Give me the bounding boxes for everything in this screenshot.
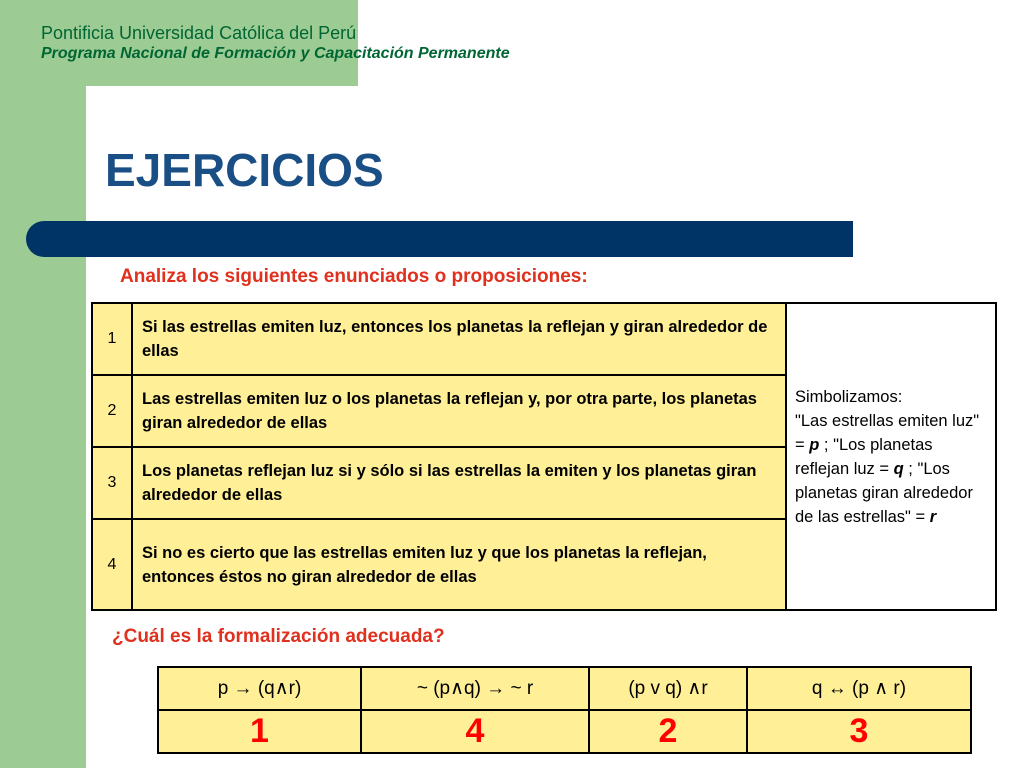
proposition-number: 1 [92, 303, 132, 375]
table-row [92, 303, 996, 375]
proposition-number: 2 [92, 375, 132, 447]
question-text: ¿Cuál es la formalización adecuada? [112, 626, 445, 647]
answer-row [158, 710, 971, 753]
formula-cell: p → (q∧r) [158, 667, 361, 710]
formula-cell: q ↔ (p ∧ r) [747, 667, 971, 710]
symbol-p: p [809, 435, 820, 454]
proposition-text: Las estrellas emiten luz o los planetas la reflejan y, por otra parte, los planetas giran alrededor de ellas [132, 375, 786, 447]
left-green-band [0, 0, 86, 768]
proposition-text: Si las estrellas emiten luz, entonces los planetas la reflejan y giran alrededor de ellas [132, 303, 786, 375]
formula-cell: ~ (p∧q) → ~ r [361, 667, 589, 710]
symbol-q: q [893, 459, 904, 478]
title-underline-bar [26, 221, 853, 257]
proposition-text: Los planetas reflejan luz si y sólo si las estrellas la emiten y los planetas giran alrededor de ellas [132, 447, 786, 519]
university-name: Pontificia Universidad Católica del Perú [41, 23, 357, 43]
symbol-def-r-text: ; "Los planetas giran alrededor de las estrellas" = [795, 459, 973, 526]
symbol-def-p-text: "Las estrellas emiten luz" = [795, 411, 980, 454]
answer-number: 4 [361, 710, 589, 753]
proposition-text: Si no es cierto que las estrellas emiten luz y que los planetas la reflejan, entonces éstos no giran alrededor de ellas [132, 519, 786, 610]
answer-number: 1 [158, 710, 361, 753]
proposition-number: 3 [92, 447, 132, 519]
proposition-number: 4 [92, 519, 132, 610]
program-name: Programa Nacional de Formación y Capacitación Permanente [41, 45, 510, 62]
propositions-table [91, 302, 997, 611]
instruction-text: Analiza los siguientes enunciados o proposiciones: [120, 266, 588, 287]
formalization-table [157, 666, 972, 754]
formula-cell: (p v q) ∧r [589, 667, 747, 710]
answer-number: 3 [747, 710, 971, 753]
symbol-r: r [929, 507, 937, 526]
symbolization-heading: Simbolizamos: [795, 387, 903, 406]
answer-number: 2 [589, 710, 747, 753]
symbol-def-q-text: ; "Los planetas reflejan luz = [795, 435, 933, 478]
university-header [41, 22, 510, 64]
formula-row [158, 667, 971, 710]
slide-title: EJERCICIOS [105, 144, 384, 196]
symbolization-cell [786, 303, 996, 610]
